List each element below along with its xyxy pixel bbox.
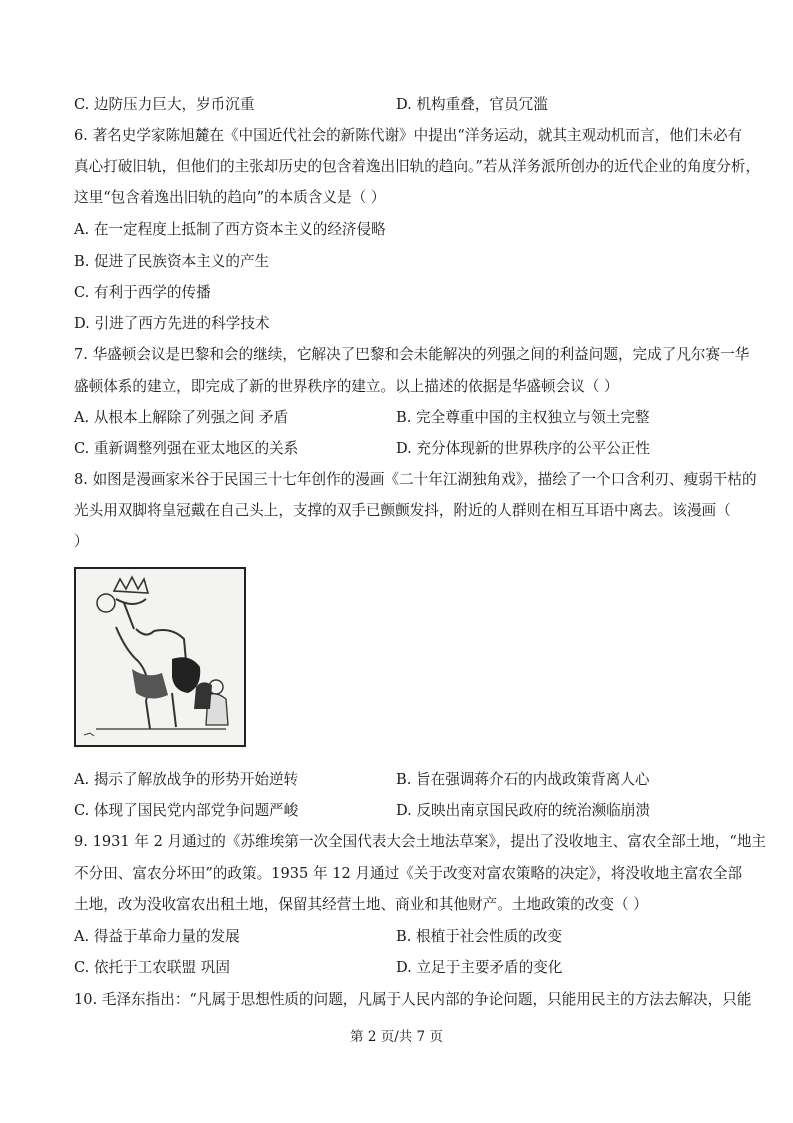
q8-stem-line3: ） [74,533,89,550]
q6-stem-line2: 真心打破旧轨，但他们的主张却历史的包含着逸出旧轨的趋向。”若从洋务派所创办的近代企业的角度分析， [74,158,761,175]
q9-stem-line1: 9. 1931 年 2 月通过的《苏维埃第一次全国代表大会土地法草案》，提出了没收地主、富农全部土地，“地主 [74,833,767,850]
q8-option-b: B. 旨在强调蒋介石的内战政策背离人心 [396,771,650,788]
q9-stem-line3: 土地，改为没收富农出租土地，保留其经营土地、商业和其他财产。土地政策的改变（ ） [74,896,648,913]
q6-option-c: C. 有利于西学的传播 [74,284,211,301]
q6-stem-line3: 这里“包含着逸出旧轨的趋向”的本质含义是（ ） [74,189,386,206]
q5-option-d: D. 机构重叠，官员冗滥 [396,96,548,113]
q7-stem-line2: 盛顿体系的建立，即完成了新的世界秩序的建立。以上描述的依据是华盛顿会议（ ） [74,378,619,395]
q10-stem-line1: 10. 毛泽东指出：“凡属于思想性质的问题，凡属于人民内部的争论问题，只能用民主的方法去解决，只能 [74,991,752,1008]
q9-option-b: B. 根植于社会性质的改变 [396,928,562,945]
page-number-footer: 第 2 页/共 7 页 [350,1029,443,1045]
q8-cartoon-image [74,567,246,747]
q8-option-a: A. 揭示了解放战争的形势开始逆转 [74,771,299,788]
q6-option-b: B. 促进了民族资本主义的产生 [74,253,270,270]
q8-stem-line1: 8. 如图是漫画家米谷于民国三十七年创作的漫画《二十年江湖独角戏》，描绘了一个口含利刃、瘦弱干枯的 [74,471,757,488]
q7-option-b: B. 完全尊重中国的主权独立与领土完整 [396,409,650,426]
q8-option-d: D. 反映出南京国民政府的统治濒临崩溃 [396,802,650,819]
q6-stem-line1: 6. 著名史学家陈旭麓在《中国近代社会的新陈代谢》中提出“洋务运动，就其主观动机而言，他们未必有 [74,127,743,144]
cartoon-drawing [76,569,244,745]
q8-option-c: C. 体现了国民党内部党争问题严峻 [74,802,299,819]
q9-stem-line2: 不分田、富农分坏田”的政策。1935 年 12 月通过《关于改变对富农策略的决定》，将没收地主富农全部 [74,865,743,882]
q8-stem-line2: 光头用双脚将皇冠戴在自己头上，支撑的双手已颤颤发抖，附近的人群则在相互耳语中离去。该漫画（ [74,502,731,519]
q6-option-a: A. 在一定程度上抵制了西方资本主义的经济侵略 [74,221,386,238]
q9-option-d: D. 立足于主要矛盾的变化 [396,959,563,976]
q7-option-a: A. 从根本上解除了列强之间 矛盾 [74,409,289,426]
q5-option-c: C. 边防压力巨大，岁币沉重 [74,96,255,113]
q7-option-c: C. 重新调整列强在亚太地区的关系 [74,440,299,457]
q7-stem-line1: 7. 华盛顿会议是巴黎和会的继续，它解决了巴黎和会未能解决的列强之间的利益问题，完成了凡尔赛一华 [74,346,750,363]
q7-option-d: D. 充分体现新的世界秩序的公平公正性 [396,440,650,457]
q6-option-d: D. 引进了西方先进的科学技术 [74,315,270,332]
q9-option-a: A. 得益于革命力量的发展 [74,928,240,945]
q9-option-c: C. 依托于工农联盟 巩固 [74,959,230,976]
